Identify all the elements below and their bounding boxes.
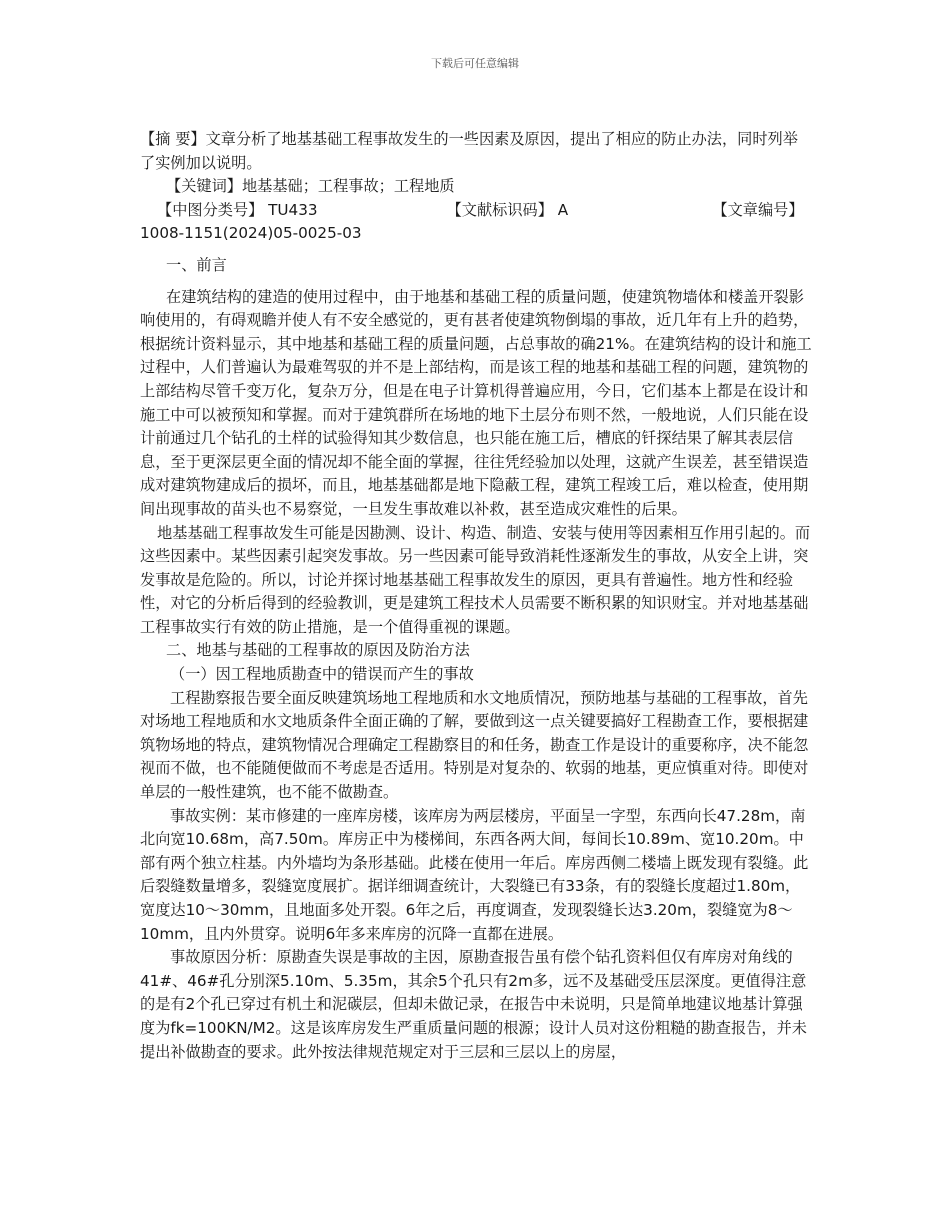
abstract: 【摘 要】文章分析了地基基础工程事故发生的一些因素及原因，提出了相应的防止办法，同时列举了实例加以说明。	[140, 130, 798, 172]
article-body	[140, 128, 812, 1064]
page-header: 下载后可任意编辑	[431, 57, 519, 70]
paragraph-cause-analysis: 事故原因分析：原勘查失误是事故的主因，原勘查报告虽有偿个钻孔资料但仅有库房对角线的41#、46#孔分别深5.10m、5.35m，其余5个孔只有2m多，远不及基础受压层深度。更值得注意的是有2个孔已穿过有机土和泥碳层，但却未做记录，在报告中未说明，只是简单地建议地基计算强度为fk=100KN/M2。这是该库房发生严重质量问题的根源；设计人员对这份粗糙的勘查报告，并未提出补做勘查的要求。此外按法律规范规定对于三层和三层以上的房屋，	[140, 948, 807, 1061]
keywords: 【关键词】地基基础；工程事故；工程地质	[166, 177, 455, 196]
paragraph-intro-1: 在建筑结构的建造的使用过程中，由于地基和基础工程的质量问题，使建筑物墙体和楼盖开裂影响使用的，有碍观瞻并使人有不安全感觉的，更有甚者使建筑物倒塌的事故，近几年有上升的趋势，根据统计资料显示，其中地基和基础工程的质量问题，占总事故的确21%。在建筑结构的设计和施工过程中，人们普遍认为最难驾驭的并不是上部结构，而是该工程的地基和基础工程的问题，建筑物的上部结构尽管千变万化，复杂万分，但是在电子计算机得普遍应用，今日，它们基本上都是在设计和施工中可以被预知和掌握。而对于建筑群所在场地的地下土层分布则不然，一般地说，人们只能在设计前通过几个钻孔的土样的试验得知其少数信息，也只能在施工后，槽底的钎探结果了解其表层信息，至于更深层更全面的情况却不能全面的掌握，往往凭经验加以处理，这就产生误差，甚至错误造成对建筑物建成后的损坏，而且，地基基础都是地下隐蔽工程，建筑工程竣工后，难以检查，使用期间出现事故的苗头也不易察觉，一旦发生事故难以补救，甚至造成灾难性的后果。	[140, 287, 812, 518]
paragraph-survey: 工程勘察报告要全面反映建筑场地工程地质和水文地质情况，预防地基与基础的工程事故，首先对场地工程地质和水文地质条件全面正确的了解，要做到这一点关键要搞好工程勘查工作，要根据建筑物场地的特点，建筑物情况合理确定工程勘察目的和任务，勘查工作是设计的重要称序，决不能忽视而不做，也不能随便做而不考虑是否适用。特别是对复杂的、软弱的地基，更应慎重对待。即使对单层的一般性建筑，也不能不做勘查。	[140, 688, 809, 802]
section-heading-causes: 二、地基与基础的工程事故的原因及防治方法	[166, 641, 470, 660]
subsection-heading-survey-errors: （一）因工程地质勘查中的错误而产生的事故	[170, 665, 474, 684]
paragraph-case-example: 事故实例：某市修建的一座库房楼，该库房为两层楼房，平面呈一字型，东西向长47.28m，南北向宽10.68m，高7.50m。库房正中为楼梯间，东西各两大间，每间长10.89m、宽10.20m。中部有两个独立柱基。内外墙均为条形基础。此楼在使用一年后。库房西侧二楼墙上既发现有裂缝。此后裂缝数量增多，裂缝宽度展扩。据详细调查统计，大裂缝已有33条，有的裂缝长度超过1.80m，宽度达10～30mm，且地面多处开裂。6年之后，再度调查，发现裂缝长达3.20m，裂缝宽为8～10mm，且内外贯穿。说明6年多来库房的沉降一直都在进展。	[140, 806, 809, 943]
section-heading-intro: 一、前言	[166, 255, 227, 274]
classification-info: 【中图分类号】 TU433 【文献标识码】 A 【文章编号】 1008-1151(2024)05-0025-03	[140, 200, 804, 243]
paragraph-intro-2: 地基基础工程事故发生可能是因勘测、设计、构造、制造、安装与使用等因素相互作用引起的。而这些因素中。某些因素引起突发事故。另一些因素可能导致消耗性逐渐发生的事故，从安全上讲，突发事故是危险的。所以，讨论并探讨地基基础工程事故发生的原因，更具有普遍性。地方性和经验性，对它的分析后得到的经验教训，更是建筑工程技术人员需要不断积累的知识财宝。并对地基基础工程事故实行有效的防止措施，是一个值得重视的课题。	[140, 523, 811, 636]
